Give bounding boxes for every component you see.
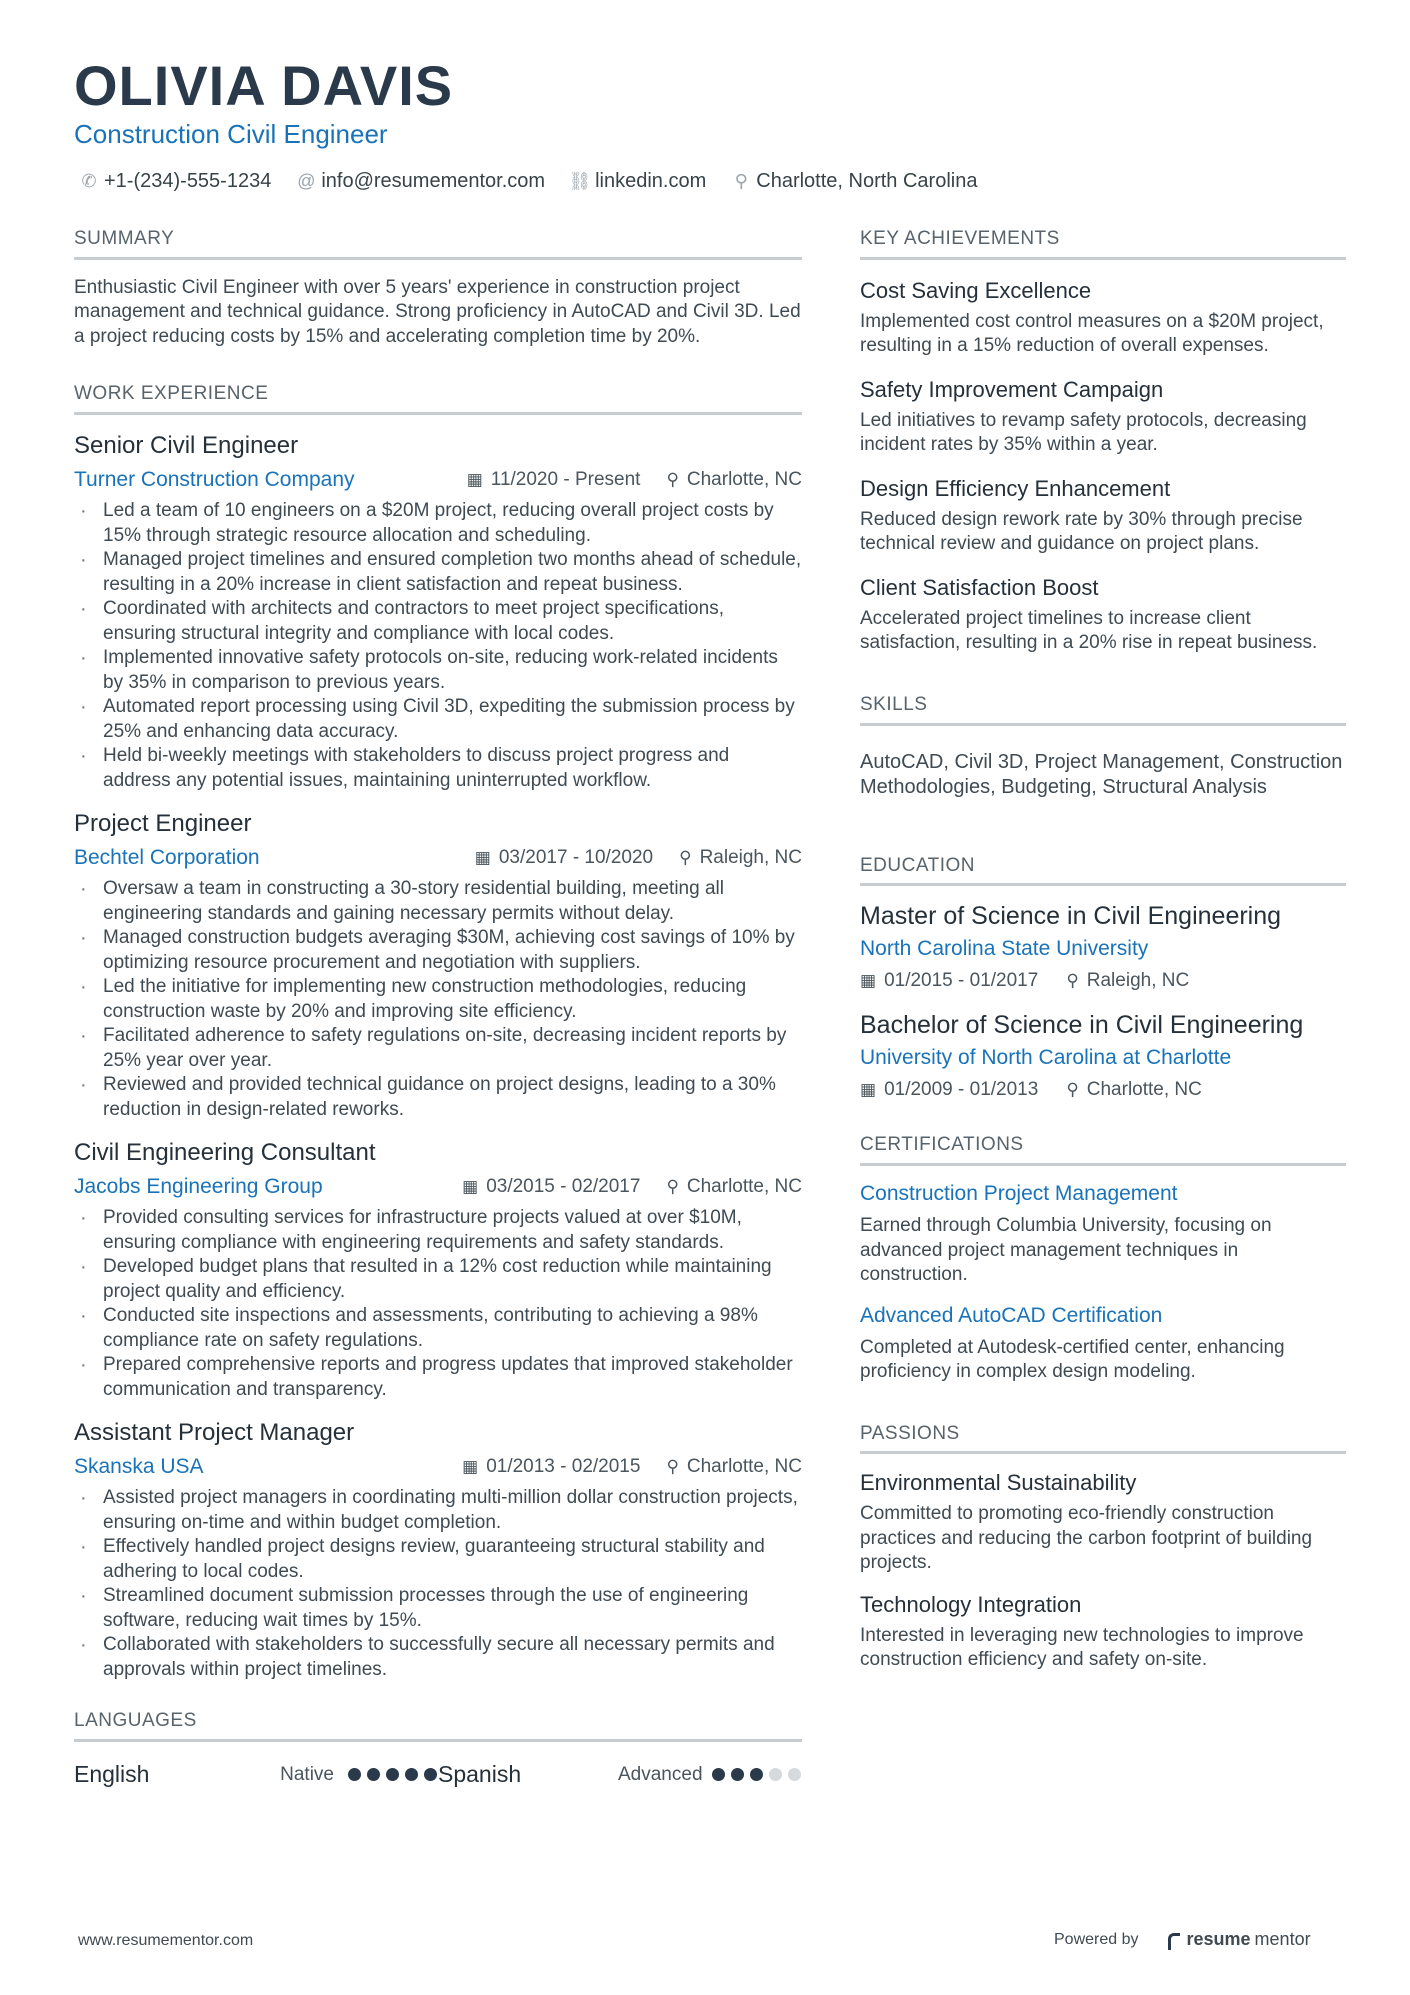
job-bullet: · Prepared comprehensive reports and progress updates that improved stakeholder communication and transparency. (74, 1353, 802, 1402)
education-dates (860, 970, 1038, 992)
calendar-icon: ▦ (462, 1457, 479, 1477)
job-bullet: · Held bi-weekly meetings with stakeholders to discuss project progress and address any potential issues, maintaining uninterrupted workflow. (74, 744, 802, 793)
job-meta (74, 1452, 802, 1482)
education-item (860, 1009, 1346, 1104)
job-bullet: · Led the initiative for implementing new construction methodologies, reducing construction waste by 20% and improving site efficiency. (74, 975, 802, 1024)
brand-logo[interactable] (1167, 1929, 1311, 1950)
education-location (1066, 1079, 1202, 1101)
languages-row (74, 1760, 802, 1790)
contact-linkedin[interactable] (568, 170, 707, 193)
job-title: Project Engineer (74, 810, 252, 838)
calendar-icon: ▦ (860, 971, 877, 991)
achievement-title: Design Efficiency Enhancement (860, 475, 1171, 501)
job-location (666, 1176, 802, 1198)
education-meta (860, 967, 1346, 995)
job-bullet: · Conducted site inspections and assessments, contributing to achieving a 98% compliance rate on safety regulations. (74, 1304, 802, 1353)
location-pin-icon: ⚲ (679, 848, 692, 868)
job-bullets (74, 499, 802, 793)
contact-phone (80, 170, 271, 193)
rating-dot (712, 1768, 725, 1781)
job-bullet: · Streamlined document submission processes through the use of engineering software, reducing wait times by 15%. (74, 1584, 802, 1633)
certification-item (860, 1302, 1346, 1385)
job-bullet: · Facilitated adherence to safety regulations on-site, decreasing incident reports by 25% year over year. (74, 1024, 802, 1073)
language-item (74, 1761, 438, 1788)
skills-text: AutoCAD, Civil 3D, Project Management, Construction Methodologies, Budgeting, Structural Analysis (860, 750, 1343, 799)
job-location (679, 847, 802, 869)
left-column (74, 228, 802, 1790)
job-entry (74, 431, 802, 793)
language-level: Native (280, 1763, 334, 1785)
company-name: Jacobs Engineering Group (74, 1175, 323, 1199)
job-location-text: Charlotte, NC (686, 1456, 802, 1478)
education-location-text: Charlotte, NC (1086, 1079, 1202, 1101)
language-rating (712, 1768, 801, 1781)
achievement-title: Client Satisfaction Boost (860, 574, 1099, 600)
passion-title: Environmental Sustainability (860, 1470, 1137, 1496)
job-bullet: · Led a team of 10 engineers on a $20M project, reducing overall project costs by 15% through strategic resource allocation and scheduling. (74, 499, 802, 548)
education-dates-text: 01/2009 - 01/2013 (884, 1079, 1039, 1101)
job-location-text: Raleigh, NC (699, 847, 802, 869)
rating-dot (731, 1768, 744, 1781)
certification-name: Construction Project Management (860, 1182, 1178, 1206)
achievements-heading: KEY ACHIEVEMENTS (860, 228, 1346, 260)
calendar-icon: ▦ (860, 1080, 877, 1100)
passion-desc: Committed to promoting eco-friendly construction practices and reducing the carbon footprint of building projects. (860, 1503, 1313, 1574)
achievement-item (860, 375, 1346, 458)
job-bullet: · Effectively handled project designs review, guaranteeing structural stability and adhering to local codes. (74, 1535, 802, 1584)
phone-text: +1-(234)-555-1234 (104, 170, 272, 192)
language-name: Spanish (438, 1761, 522, 1788)
experience-heading: WORK EXPERIENCE (74, 383, 802, 415)
rating-dot (788, 1768, 801, 1781)
powered-by-text: Powered by (1054, 1930, 1139, 1948)
job-dates-text: 03/2015 - 02/2017 (486, 1176, 641, 1198)
job-bullet: · Collaborated with stakeholders to successfully secure all necessary permits and approvals within project timelines. (74, 1633, 802, 1682)
job-location (666, 1456, 802, 1478)
language-rating (348, 1768, 437, 1781)
job-bullets (74, 877, 802, 1122)
passions-heading: PASSIONS (860, 1423, 1346, 1455)
skills-heading: SKILLS (860, 694, 1346, 726)
job-meta (74, 465, 802, 495)
language-name: English (74, 1761, 150, 1788)
right-column (860, 228, 1346, 1673)
email-text[interactable]: info@resumementor.com (321, 170, 546, 192)
job-meta (74, 1172, 802, 1202)
job-title: Civil Engineering Consultant (74, 1139, 376, 1167)
job-entry (74, 1138, 802, 1402)
job-meta (74, 843, 802, 873)
rating-dot (769, 1768, 782, 1781)
location-pin-icon: ⚲ (734, 171, 748, 191)
calendar-icon: ▦ (462, 1177, 479, 1197)
achievement-desc: Accelerated project timelines to increase client satisfaction, resulting in a 20% rise in repeat business. (860, 607, 1318, 654)
rating-dot (386, 1768, 399, 1781)
job-bullet: · Managed project timelines and ensured completion two months ahead of schedule, resulting in a 20% increase in client satisfaction and repeat business. (74, 548, 802, 597)
company-name: Turner Construction Company (74, 468, 355, 492)
footer-branding (1054, 1929, 1311, 1950)
candidate-name: OLIVIA DAVIS (74, 54, 454, 117)
job-dates (475, 847, 653, 869)
achievement-title: Cost Saving Excellence (860, 277, 1092, 303)
education-item (860, 900, 1346, 995)
rating-dot (367, 1768, 380, 1781)
job-title: Senior Civil Engineer (74, 432, 299, 460)
languages-section (74, 1710, 802, 1790)
brand-rest: mentor (1254, 1929, 1311, 1949)
candidate-title: Construction Civil Engineer (74, 119, 388, 149)
passion-item (860, 1468, 1346, 1576)
job-dates-text: 01/2013 - 02/2015 (486, 1456, 641, 1478)
achievement-desc: Reduced design rework rate by 30% through precise technical review and guidance on project plans. (860, 508, 1303, 555)
phone-icon: ✆ (81, 171, 97, 191)
job-bullet: · Oversaw a team in constructing a 30-story residential building, meeting all engineering standards and gaining necessary permits without delay. (74, 877, 802, 926)
education-location-text: Raleigh, NC (1086, 970, 1190, 992)
job-dates (462, 1176, 640, 1198)
location-pin-icon: ⚲ (1066, 971, 1079, 991)
achievement-desc: Led initiatives to revamp safety protocols, decreasing incident rates by 35% within a year. (860, 409, 1307, 456)
job-title: Assistant Project Manager (74, 1419, 355, 1447)
achievement-item (860, 474, 1346, 557)
passion-desc: Interested in leveraging new technologies to improve construction efficiency and safety on-site. (860, 1624, 1304, 1671)
link-icon: ⛓ (568, 171, 592, 191)
education-heading: EDUCATION (860, 855, 1346, 887)
job-entry (74, 1418, 802, 1682)
job-bullets (74, 1206, 802, 1402)
job-bullets (74, 1486, 802, 1682)
achievement-title: Safety Improvement Campaign (860, 376, 1164, 402)
linkedin-text[interactable]: linkedin.com (595, 170, 707, 192)
location-pin-icon: ⚲ (666, 470, 679, 490)
languages-heading: LANGUAGES (74, 1710, 802, 1742)
education-school: North Carolina State University (860, 937, 1149, 961)
education-dates (860, 1079, 1038, 1101)
rating-dot (424, 1768, 437, 1781)
job-bullet: · Assisted project managers in coordinating multi-million dollar construction projects, ensuring on-time and within budget completion. (74, 1486, 802, 1535)
calendar-icon: ▦ (474, 848, 491, 868)
rating-dot (405, 1768, 418, 1781)
at-icon: @ (297, 171, 316, 191)
contact-location (732, 170, 977, 193)
calendar-icon: ▦ (466, 470, 483, 490)
job-bullet: · Developed budget plans that resulted in a 12% cost reduction while maintaining project quality and efficiency. (74, 1255, 802, 1304)
job-bullet: · Automated report processing using Civil 3D, expediting the submission process by 25% and enhancing data accuracy. (74, 695, 802, 744)
brand-bold: resume (1186, 1929, 1251, 1949)
company-name: Skanska USA (74, 1455, 204, 1479)
job-dates-text: 11/2020 - Present (490, 469, 641, 491)
location-pin-icon: ⚲ (666, 1457, 679, 1477)
job-location (666, 469, 802, 491)
achievement-item (860, 573, 1346, 656)
job-bullet: · Reviewed and provided technical guidance on project designs, leading to a 30% reduction in design-related reworks. (74, 1073, 802, 1122)
job-dates (462, 1456, 640, 1478)
job-location-text: Charlotte, NC (686, 1176, 802, 1198)
language-level: Advanced (618, 1763, 703, 1785)
certification-desc: Completed at Autodesk-certified center, enhancing proficiency in complex design modeling. (860, 1336, 1285, 1383)
education-meta (860, 1076, 1346, 1104)
achievement-desc: Implemented cost control measures on a $20M project, resulting in a 15% reduction of overall expenses. (860, 310, 1324, 357)
location-text: Charlotte, North Carolina (756, 170, 978, 192)
rating-dot (348, 1768, 361, 1781)
footer-website[interactable]: www.resumementor.com (78, 1932, 254, 1949)
job-entry (74, 809, 802, 1122)
education-degree: Bachelor of Science in Civil Engineering (860, 1011, 1304, 1040)
education-school: University of North Carolina at Charlotte (860, 1046, 1232, 1070)
passion-title: Technology Integration (860, 1591, 1082, 1617)
summary-text: Enthusiastic Civil Engineer with over 5 years' experience in construction project management and technical guidance. Strong proficiency in AutoCAD and Civil 3D. Led a project reducing costs by 15% and accelerating completion time by 20%. (74, 276, 801, 347)
passion-item (860, 1590, 1346, 1673)
location-pin-icon: ⚲ (1066, 1080, 1079, 1100)
education-location (1066, 970, 1189, 992)
job-dates (467, 469, 641, 491)
certification-name: Advanced AutoCAD Certification (860, 1303, 1163, 1327)
achievement-item (860, 276, 1346, 359)
certification-desc: Earned through Columbia University, focusing on advanced project management techniques in construction. (860, 1215, 1272, 1286)
location-pin-icon: ⚲ (666, 1177, 679, 1197)
job-location-text: Charlotte, NC (686, 469, 802, 491)
job-bullet: · Managed construction budgets averaging $30M, achieving cost savings of 10% by optimizing resource procurement and negotiation with suppliers. (74, 926, 802, 975)
brand-mark-icon (1167, 1932, 1183, 1948)
job-bullet: · Coordinated with architects and contractors to meet project specifications, ensuring structural integrity and compliance with local codes. (74, 597, 802, 646)
rating-dot (750, 1768, 763, 1781)
education-dates-text: 01/2015 - 01/2017 (884, 970, 1039, 992)
job-bullet: · Implemented innovative safety protocols on-site, reducing work-related incidents by 35% in comparison to previous years. (74, 646, 802, 695)
education-degree: Master of Science in Civil Engineering (860, 902, 1282, 931)
contact-bar (80, 170, 977, 193)
contact-email[interactable] (297, 170, 545, 193)
summary-heading: SUMMARY (74, 228, 802, 260)
job-bullet: · Provided consulting services for infrastructure projects valued at over $10M, ensuring compliance with engineering requirements and safety standards. (74, 1206, 802, 1255)
certification-item (860, 1180, 1346, 1288)
job-dates-text: 03/2017 - 10/2020 (498, 847, 654, 869)
certifications-heading: CERTIFICATIONS (860, 1134, 1346, 1166)
language-item (438, 1761, 802, 1788)
company-name: Bechtel Corporation (74, 846, 260, 870)
